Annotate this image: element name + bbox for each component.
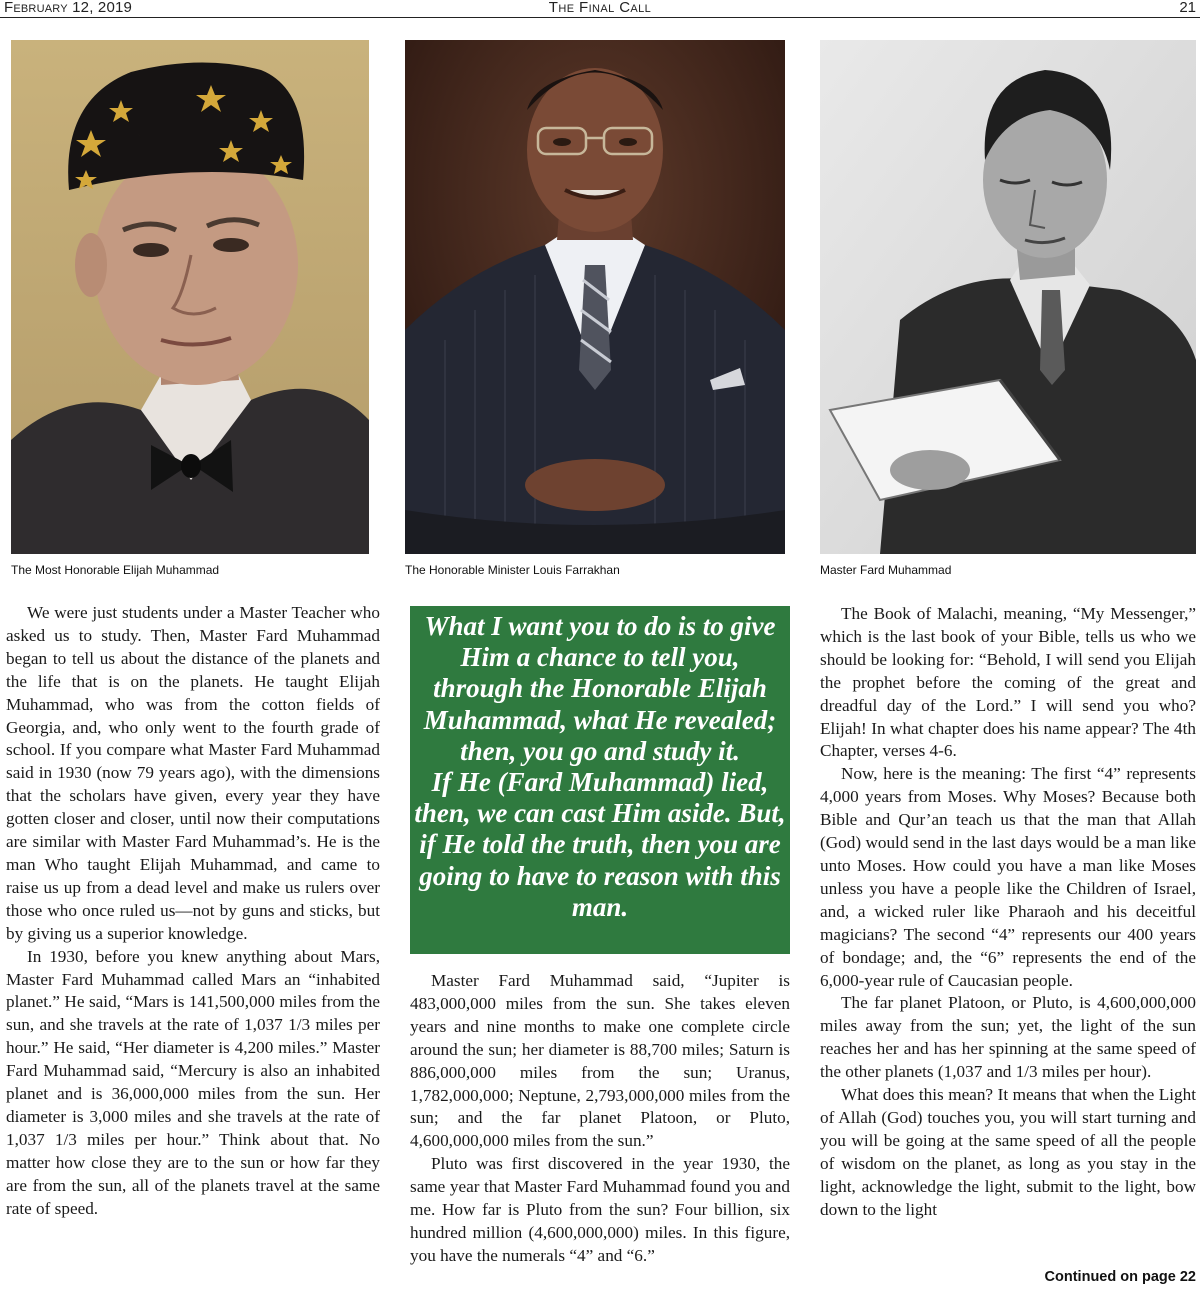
paragraph: Pluto was first discovered in the year 1930, the same year that Master Fard Muhammad found you and me. How far is Pluto from the sun? Four billion, six hundred million (4,600,000,000) miles. In this figure, you have the numerals “4” and “6.” bbox=[410, 1154, 790, 1265]
paragraph: The Book of Malachi, meaning, “My Messenger,” which is the last book of your Bible, tells us who we should be looking for: “Behold, I will send you Elijah the prophet before the coming of the great and dreadful day of the Lord.” I will send you who? Elijah! In what chapter does his name appear? The 4th Chapter, verses 4-6. bbox=[820, 604, 1196, 761]
portrait-fard-muhammad bbox=[820, 40, 1196, 554]
paragraph: Master Fard Muhammad said, “Jupiter is 483,000,000 miles from the sun. She takes eleven years and nine months to make one complete circle around the sun; her diameter is 88,700 miles; Saturn is 886,000,000 miles from the sun; Uranus, 1,782,000,000; Neptune, 2,793,000,000 miles from the sun; and the far planet Platoon, or Pluto, 4,600,000,000 miles from the sun.” bbox=[410, 971, 790, 1151]
portrait-louis-farrakhan bbox=[405, 40, 785, 554]
article-column-right bbox=[820, 603, 1196, 1221]
continued-on-link[interactable]: Continued on page 22 bbox=[1044, 1269, 1196, 1285]
paragraph: In 1930, before you knew anything about Mars, Master Fard Muhammad called Mars an “inhabited planet.” He said, “Mars is 141,500,000 miles from the sun, and she travels at the rate of 1,037 1/3 miles per hour.” He said, “Her diameter is 4,200 miles.” Master Fard Muhammad said, “Mercury is also an inhabited planet and is 36,000,000 miles from the sun. Her diameter is 3,000 miles and she travels at the rate of 1,037 1/3 miles per hour.” Think about that. No matter how close they are to the sun or how far they are from the sun, all of the planets travel at the same rate of speed. bbox=[6, 946, 380, 1218]
caption-elijah-muhammad: The Most Honorable Elijah Muhammad bbox=[11, 563, 220, 577]
pull-quote-part-2: If He (Fard Muhammad) lied, then, we can cast Him aside. But, if He told the truth, then you are going to have to reason with this man. bbox=[414, 767, 786, 922]
issue-date: February 12, 2019 bbox=[4, 0, 133, 16]
photo-fard-muhammad bbox=[820, 40, 1196, 554]
photo-louis-farrakhan bbox=[405, 40, 785, 554]
page-header bbox=[0, 0, 1200, 18]
publication-name: The Final Call bbox=[548, 0, 652, 16]
pull-quote-part-1: What I want you to do is to give Him a chance to tell you, through the Honorable Elijah Muhammad, what He revealed; then, you go and study it. bbox=[423, 611, 777, 766]
pull-quote-box bbox=[410, 606, 790, 954]
paragraph: The far planet Platoon, or Pluto, is 4,600,000,000 miles away from the sun; yet, the light of the sun reaches her and has her spinning at the same speed of the other planets (1,037 and 1/3 miles per hour). bbox=[820, 993, 1196, 1082]
paragraph: We were just students under a Master Teacher who asked us to study. Then, Master Fard Muhammad began to tell us about the distance of the planets and the life that is on the planets. He taught Elijah Muhammad, who was from the cotton fields of Georgia, and, who only went to the fourth grade of school. If you compare what Master Fard Muhammad said in 1930 (now 79 years ago), with the dimensions that the scholars have given, every year they have gotten closer and closer, until now their computations are similar with Master Fard Muhammad’s. He is the man Who taught Elijah Muhammad, and came to raise us up from a dead level and make us rulers over those who once ruled us—not by guns and sticks, but by giving us a superior knowledge. bbox=[6, 603, 380, 943]
article-column-center bbox=[410, 970, 790, 1268]
photo-elijah-muhammad bbox=[11, 40, 369, 554]
paragraph: What does this mean? It means that when the Light of Allah (God) touches you, you will start turning and you will be going at the same speed of all the people of wisdom on the planet, as long as you stay in the light, acknowledge the light, submit to the light, bow down to the light bbox=[820, 1085, 1196, 1219]
paragraph: Now, here is the meaning: The first “4” represents 4,000 years from Moses. Why Moses? Because both Bible and Qur’an teach us that the man that Allah (God) would send in the last days would be a man like unto Moses. How could you have a man like Moses unless you have a people like the Children of Israel, and, a wicked ruler like Pharaoh and his deceitful magicians? The second “4” represents our 400 years of bondage; and, the “6” represents the end of the 6,000-year rule of Caucasian people. bbox=[820, 764, 1196, 990]
portrait-elijah-muhammad bbox=[11, 40, 369, 554]
caption-fard-muhammad: Master Fard Muhammad bbox=[820, 563, 952, 577]
page-number: 21 bbox=[1179, 0, 1196, 16]
article-column-left bbox=[6, 602, 380, 1220]
caption-louis-farrakhan: The Honorable Minister Louis Farrakhan bbox=[405, 563, 620, 577]
